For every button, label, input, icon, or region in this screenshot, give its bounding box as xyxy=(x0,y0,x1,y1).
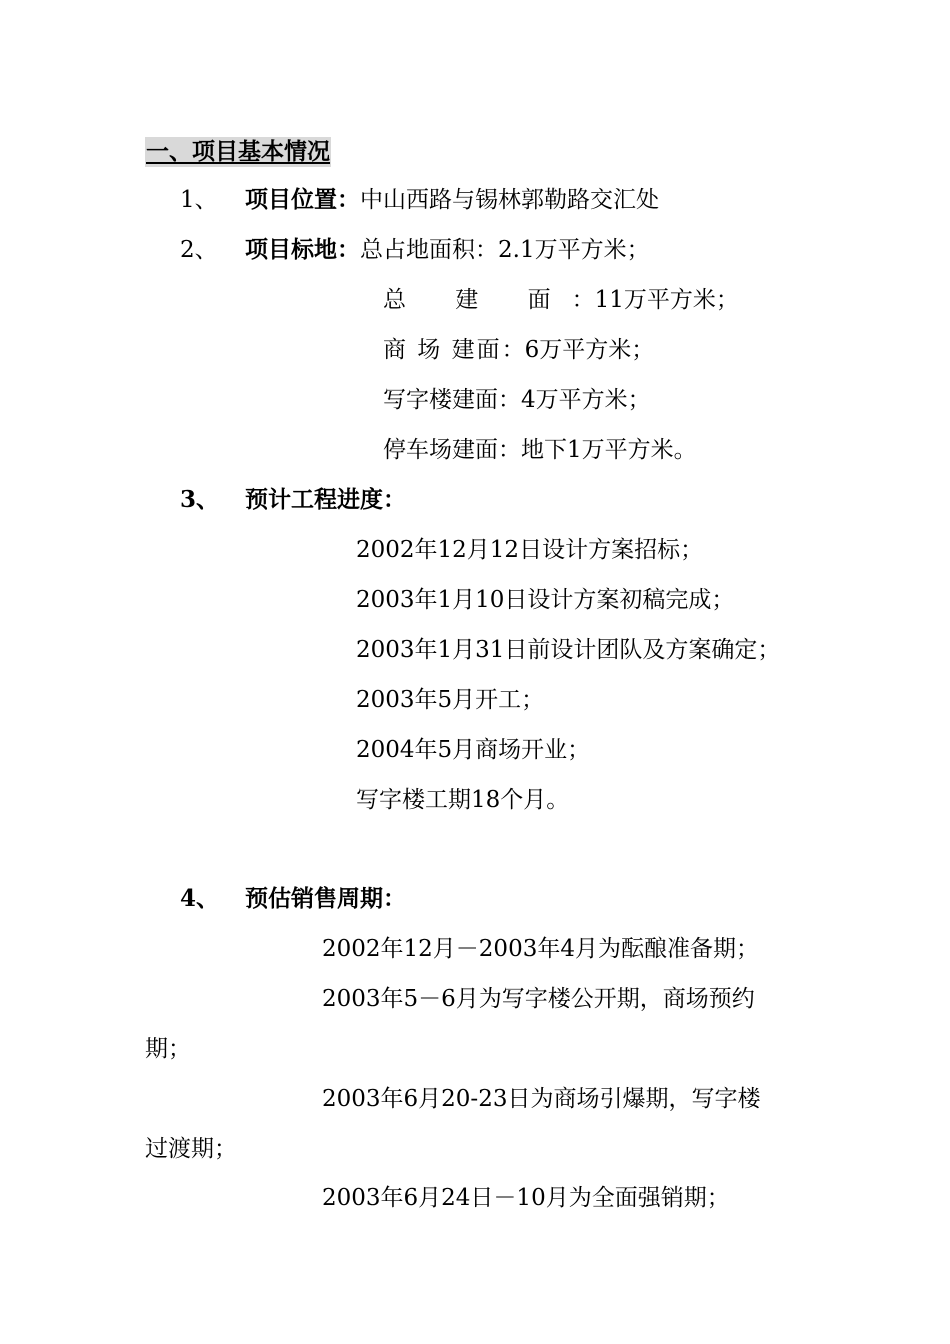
item-number-2: 2、 xyxy=(180,237,218,263)
area-row-parking xyxy=(383,435,697,465)
sales-line: 2003年6月20-23日为商场引爆期，写字楼 xyxy=(322,1086,761,1112)
area-row-office xyxy=(383,385,651,415)
item-label-location: 项目位置： xyxy=(245,186,360,213)
item-number-4: 4、 xyxy=(180,885,220,912)
sales-line: 2003年6月24日－10月为全面强销期； xyxy=(322,1185,730,1211)
schedule-line: 2003年1月31日前设计团队及方案确定； xyxy=(356,637,781,663)
section-heading: 一、项目基本情况 xyxy=(146,138,330,165)
item-value-location: 中山西路与锡林郭勒路交汇处 xyxy=(360,187,659,213)
area-value: ：6万平方米； xyxy=(501,337,655,363)
sales-line: 2002年12月－2003年4月为酝酿准备期； xyxy=(322,936,759,962)
area-row-total xyxy=(383,285,739,315)
area-value: ：11万平方米； xyxy=(571,287,739,313)
sales-line-continued: 期； xyxy=(145,1036,191,1062)
item-label-sales: 预估销售周期： xyxy=(245,885,406,912)
item-number-1: 1、 xyxy=(180,187,218,213)
schedule-line: 2004年5月商场开业； xyxy=(356,737,591,763)
schedule-line: 2003年5月开工； xyxy=(356,687,545,713)
item-line-location xyxy=(245,185,659,215)
area-name: 总 建 面 xyxy=(383,287,572,313)
item-label-schedule: 预计工程进度： xyxy=(245,486,406,513)
item-number-3: 3、 xyxy=(180,486,220,513)
schedule-line: 写字楼工期18个月。 xyxy=(356,787,570,813)
item-line-site xyxy=(245,235,650,265)
area-name: 写字楼建面 xyxy=(383,387,498,413)
item-value-site: 总占地面积：2.1万平方米； xyxy=(360,237,650,263)
sales-line: 2003年5－6月为写字楼公开期，商场预约 xyxy=(322,986,755,1012)
area-value: ：地下1万平方米。 xyxy=(498,437,697,463)
area-row-mall xyxy=(383,335,654,365)
schedule-line: 2003年1月10日设计方案初稿完成； xyxy=(356,587,735,613)
area-name: 停车场建面 xyxy=(383,437,498,463)
item-label-site: 项目标地： xyxy=(245,236,360,263)
area-name: 商 场 建面 xyxy=(383,337,502,363)
area-value: ：4万平方米； xyxy=(498,387,651,413)
schedule-line: 2002年12月12日设计方案招标； xyxy=(356,537,704,563)
sales-line-continued: 过渡期； xyxy=(145,1136,237,1162)
